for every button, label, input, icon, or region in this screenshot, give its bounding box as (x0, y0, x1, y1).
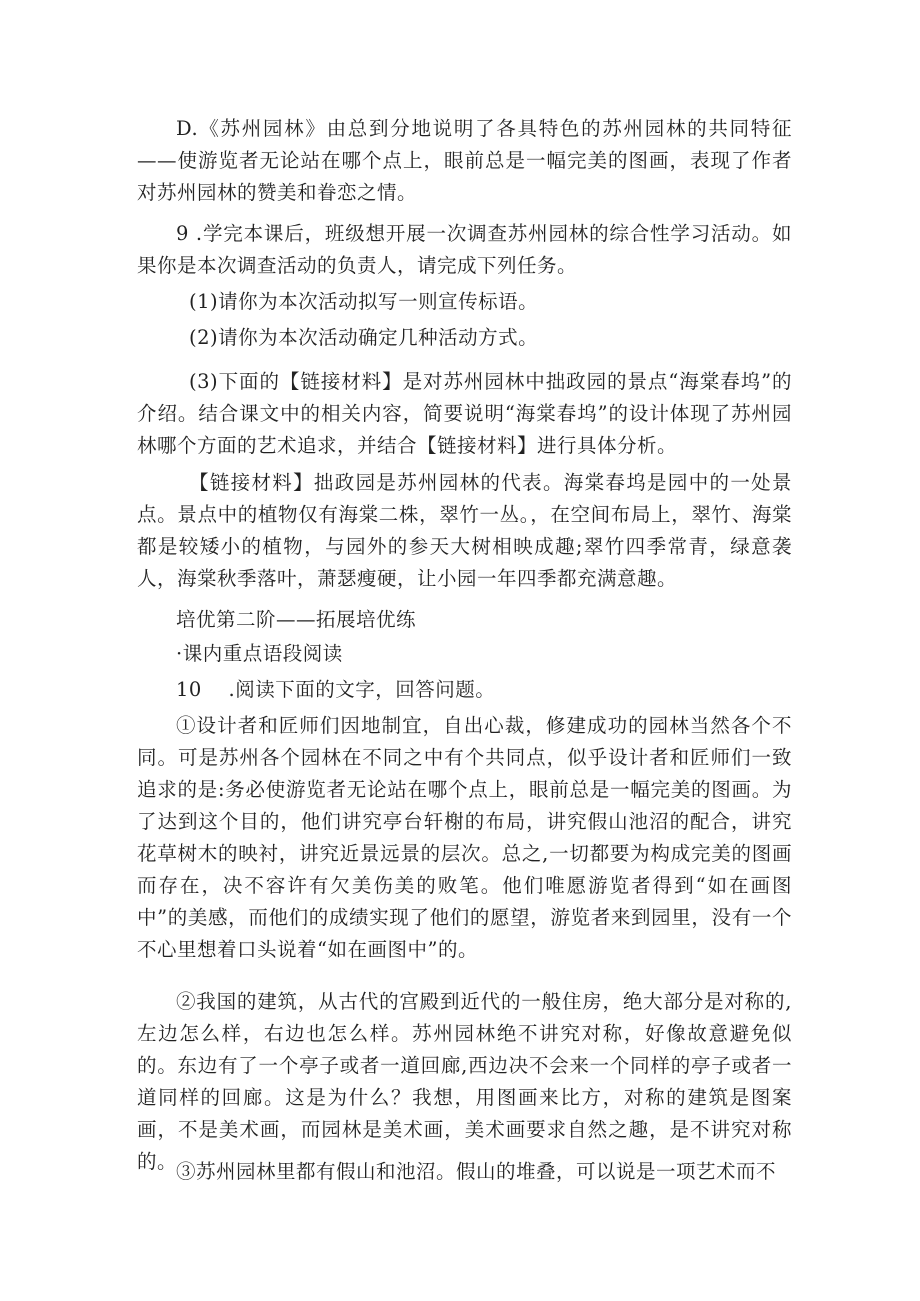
section-title: 培优第二阶——拓展培优练 (176, 608, 417, 631)
option-d-paragraph: D.《苏州园林》由总到分地说明了各具特色的苏州园林的共同特征——使游览者无论站在哪个点上，眼前总是一幅完美的图画，表现了作者对苏州园林的赞美和眷恋之情。 (137, 117, 792, 204)
reading-paragraph-1: ①设计者和匠师们因地制宜，自出心裁，修建成功的园林当然各个不同。可是苏州各个园林在不同之中有个共同点，似乎设计者和匠师们一致追求的是:务必使游览者无论站在哪个点上，眼前总是一幅完美的图画。为了达到这个目的，他们讲究亭台轩榭的布局，讲究假山池沼的配合，讲究花草树木的映衬，讲究近景远景的层次。总之,一切都要为构成完美的图画而存在，决不容许有欠美伤美的败笔。他们唯愿游览者得到“如在画图中”的美感，而他们的成绩实现了他们的愿望，游览者来到园里，没有一个不心里想着口头说着“如在画图中”的。 (137, 714, 792, 961)
reading-paragraph-2: ②我国的建筑，从古代的宫殿到近代的一般住房，绝大部分是对称的,左边怎么样，右边也怎么样。苏州园林绝不讲究对称，好像故意避免似的。东边有了一个亭子或者一道回廊,西边决不会来一个同样的亭子或者一道同样的回廊。这是为什么？我想，用图画来比方，对称的建筑是图案画，不是美术画，而园林是美术画，美术画要求自然之趣，是不讲究对称的。 (137, 990, 792, 1173)
question-10-stem: 10 .阅读下面的文字，回答问题。 (176, 678, 496, 701)
question-9-task-2: (2)请你为本次活动确定几种活动方式。 (189, 326, 539, 349)
question-9-task-1: (1)请你为本次活动拟写一则宣传标语。 (189, 290, 539, 313)
question-9-stem: 9 .学完本课后，班级想开展一次调查苏州园林的综合性学习活动。如果你是本次调查活动的负责人，请完成下列任务。 (137, 222, 792, 277)
reading-paragraph-3: ③苏州园林里都有假山和池沼。假山的堆叠，可以说是一项艺术而不 (176, 1160, 777, 1183)
subsection-title: ·课内重点语段阅读 (176, 642, 343, 665)
linked-material-paragraph: 【链接材料】拙政园是苏州园林的代表。海棠春坞是园中的一处景点。景点中的植物仅有海棠二株，翠竹一丛。，在空间布局上，翠竹、海棠都是较矮小的植物，与园外的参天大树相映成趣;翠竹四季常青，绿意袭人，海棠秋季落叶，萧瑟瘦硬，让小园一年四季都充满意趣。 (137, 471, 792, 590)
question-9-task-3: (3)下面的【链接材料】是对苏州园林中拙政园的景点“海棠春坞”的介绍。结合课文中的相关内容，简要说明“海棠春坞”的设计体现了苏州园林哪个方面的艺术追求，并结合【链接材料】进行具体分析。 (137, 370, 792, 457)
